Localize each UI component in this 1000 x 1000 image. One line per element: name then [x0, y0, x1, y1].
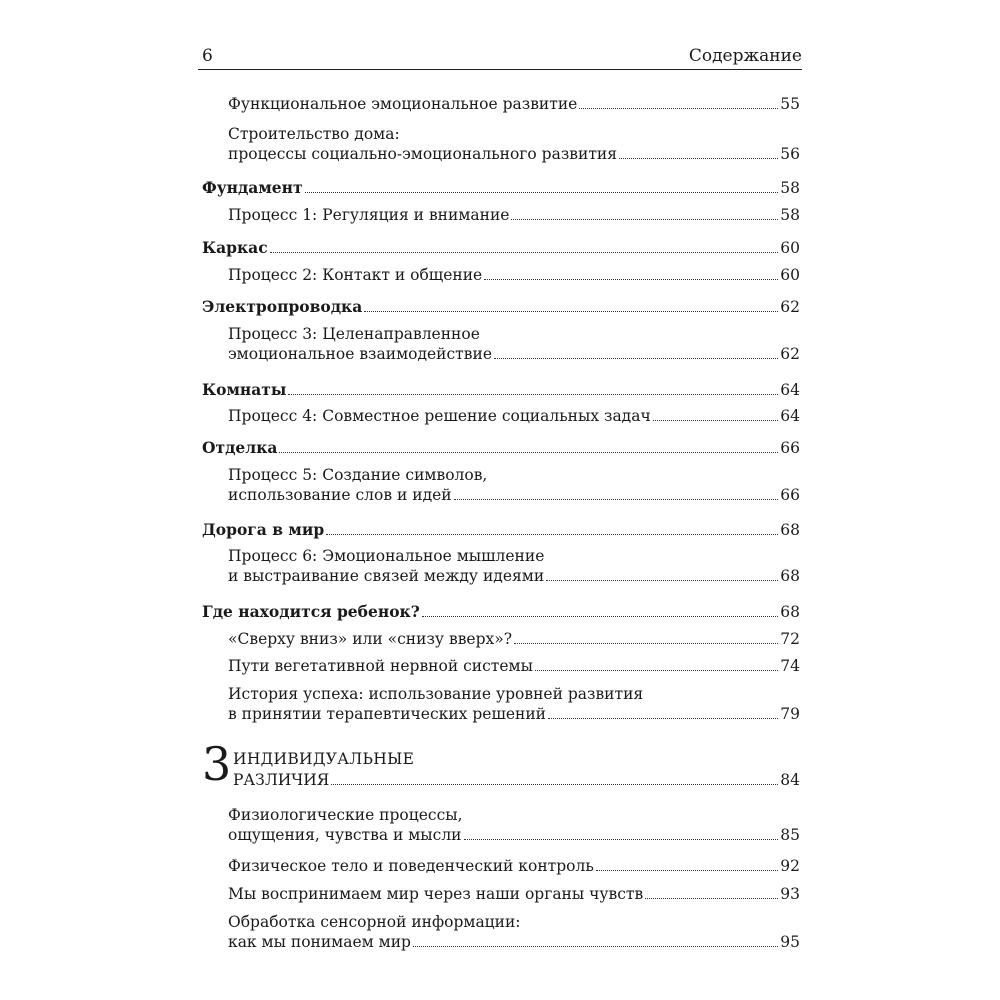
leader-dots	[546, 579, 778, 581]
toc-entry-row	[202, 380, 800, 400]
leader-dots	[494, 357, 778, 359]
toc-entry-page: 55	[780, 95, 800, 113]
toc-entry[interactable]	[228, 265, 800, 285]
toc-entry-title: и выстраивание связей между идеями	[228, 567, 545, 585]
leader-dots	[331, 783, 778, 785]
chapter-heading	[202, 737, 800, 795]
toc-entry-title: Процесс 1: Регуляция и внимание	[228, 206, 510, 224]
toc-entry-title: Функциональное эмоциональное развитие	[228, 95, 578, 113]
toc-entry[interactable]	[202, 297, 800, 317]
toc-entry-page: 68	[780, 603, 800, 621]
toc-entry[interactable]	[228, 205, 800, 225]
leader-dots	[653, 419, 779, 421]
toc-entry[interactable]	[202, 520, 800, 540]
toc-entry-row	[228, 932, 800, 952]
toc-entry[interactable]	[228, 465, 800, 505]
toc-entry-row	[202, 238, 800, 258]
toc-entry-title: в принятии терапевтических решений	[228, 705, 547, 723]
chapter-title-row	[233, 770, 800, 790]
toc-entry[interactable]	[202, 238, 800, 258]
leader-dots	[645, 897, 778, 899]
toc-entry[interactable]	[228, 884, 800, 904]
toc-entry-page: 68	[780, 567, 800, 585]
toc-entry-row	[228, 344, 800, 364]
toc-entry-title: Дорога в мир	[202, 520, 325, 539]
toc-entry[interactable]	[228, 546, 800, 586]
toc-entry-page: 64	[780, 381, 800, 399]
toc-entry-page: 62	[780, 345, 800, 363]
toc-entry[interactable]	[228, 629, 800, 649]
toc-entry-row	[228, 629, 800, 649]
toc-entry-page: 93	[780, 885, 800, 903]
toc-entry[interactable]	[228, 912, 800, 952]
toc-entry[interactable]	[228, 94, 800, 114]
toc-entry-page: 85	[780, 826, 800, 844]
toc-entry[interactable]	[202, 380, 800, 400]
leader-dots	[514, 642, 778, 644]
toc-entry-title: «Сверху вниз» или «снизу вверх»?	[228, 630, 513, 648]
toc-entry-title: Процесс 2: Контакт и общение	[228, 266, 483, 284]
toc-entry-row	[202, 602, 800, 622]
leader-dots	[279, 451, 778, 453]
toc-entry[interactable]	[202, 602, 800, 622]
toc-entry-page: 68	[780, 521, 800, 539]
toc-entry[interactable]	[202, 438, 800, 458]
toc-entry[interactable]	[228, 406, 800, 426]
leader-dots	[619, 157, 778, 159]
toc-entry-row	[228, 144, 800, 164]
page-number: 6	[202, 46, 213, 66]
toc-entry-title: Процесс 6: Эмоциональное мышление	[228, 547, 545, 565]
toc-entry-row	[202, 520, 800, 540]
leader-dots	[270, 251, 779, 253]
toc-entry-page: 62	[780, 298, 800, 316]
leader-dots	[511, 218, 778, 220]
toc-entry-title: Процесс 4: Совместное решение социальных задач	[228, 407, 651, 425]
toc-entry[interactable]	[228, 124, 800, 164]
toc-entry-page: 66	[780, 486, 800, 504]
toc-entry-page: 60	[780, 239, 800, 257]
leader-dots	[596, 869, 779, 871]
toc-entry-row	[228, 265, 800, 285]
leader-dots	[422, 615, 778, 617]
leader-dots	[413, 945, 778, 947]
running-title: Содержание	[688, 46, 802, 66]
toc-entry-title: ощущения, чувства и мысли	[228, 826, 462, 844]
leader-dots	[484, 278, 778, 280]
toc-entry[interactable]	[228, 324, 800, 364]
toc-entry-title: Фундамент	[202, 178, 303, 197]
toc-entry-page: 66	[780, 439, 800, 457]
leader-dots	[535, 669, 778, 671]
toc-entry-row	[228, 825, 800, 845]
toc-entry-page: 60	[780, 266, 800, 284]
toc-entry-row	[202, 178, 800, 198]
toc-entry-row	[228, 94, 800, 114]
toc-entry[interactable]	[228, 805, 800, 845]
leader-dots	[579, 107, 778, 109]
toc-entry[interactable]	[228, 684, 800, 724]
toc-entry-title: Физическое тело и поведенческий контроль	[228, 857, 594, 875]
toc-entry-title: использование слов и идей	[228, 486, 452, 504]
toc-entry-row	[202, 297, 800, 317]
toc-entry-page: 92	[780, 857, 800, 875]
page-header	[198, 40, 802, 70]
toc-entry-title: Процесс 5: Создание символов,	[228, 466, 488, 484]
chapter-page: 84	[780, 771, 800, 789]
toc-entry-title: как мы понимаем мир	[228, 933, 411, 951]
toc-entry-page: 56	[780, 145, 800, 163]
header-rule	[198, 69, 802, 70]
toc-entry-page: 79	[780, 705, 800, 723]
toc-entry-row	[228, 566, 800, 586]
toc-entry-row	[228, 205, 800, 225]
toc-entry-title: Комнаты	[202, 380, 287, 399]
chapter-number: 3	[202, 737, 232, 791]
toc-entry[interactable]	[228, 856, 800, 876]
leader-dots	[464, 838, 779, 840]
toc-entry-page: 58	[780, 206, 800, 224]
toc-entry-title: История успеха: использование уровней развития	[228, 685, 644, 703]
toc-entry-title: Строительство дома:	[228, 125, 400, 143]
toc-entry-page: 64	[780, 407, 800, 425]
toc-entry-title: Пути вегетативной нервной системы	[228, 657, 533, 675]
toc-entry-title: Физиологические процессы,	[228, 806, 463, 824]
toc-entry-row	[228, 704, 800, 724]
toc-entry-row	[228, 884, 800, 904]
toc-entry-title: процессы социально-эмоционального развития	[228, 145, 618, 163]
leader-dots	[364, 310, 778, 312]
toc-entry-row	[228, 656, 800, 676]
toc-entry[interactable]	[202, 178, 800, 198]
toc-entry-title: Где находится ребенок?	[202, 602, 420, 621]
toc-entry-title: Процесс 3: Целенаправленное	[228, 325, 480, 343]
chapter-title-line2: РАЗЛИЧИЯ	[233, 771, 330, 789]
toc-entry-title: Обработка сенсорной информации:	[228, 913, 521, 931]
toc-entry-page: 95	[780, 933, 800, 951]
toc-entry-row	[228, 406, 800, 426]
toc-entry-title: Отделка	[202, 438, 278, 457]
toc-entry-row	[228, 485, 800, 505]
leader-dots	[288, 393, 778, 395]
toc-entry-page: 74	[780, 657, 800, 675]
toc-entry-page: 72	[780, 630, 800, 648]
toc-entry-title: Мы воспринимаем мир через наши органы чувств	[228, 885, 644, 903]
leader-dots	[326, 533, 778, 535]
toc-entry-title: эмоциональное взаимодействие	[228, 345, 492, 363]
toc-entry-row	[202, 438, 800, 458]
toc-entry-title: Электропроводка	[202, 297, 363, 316]
toc-entry-page: 58	[780, 179, 800, 197]
leader-dots	[548, 717, 778, 719]
toc-entry[interactable]	[228, 656, 800, 676]
toc-entry-row	[228, 856, 800, 876]
chapter-title-line1: ИНДИВИДУАЛЬНЫЕ	[233, 750, 415, 768]
toc-entry-title: Каркас	[202, 238, 268, 257]
leader-dots	[454, 498, 779, 500]
leader-dots	[305, 191, 779, 193]
